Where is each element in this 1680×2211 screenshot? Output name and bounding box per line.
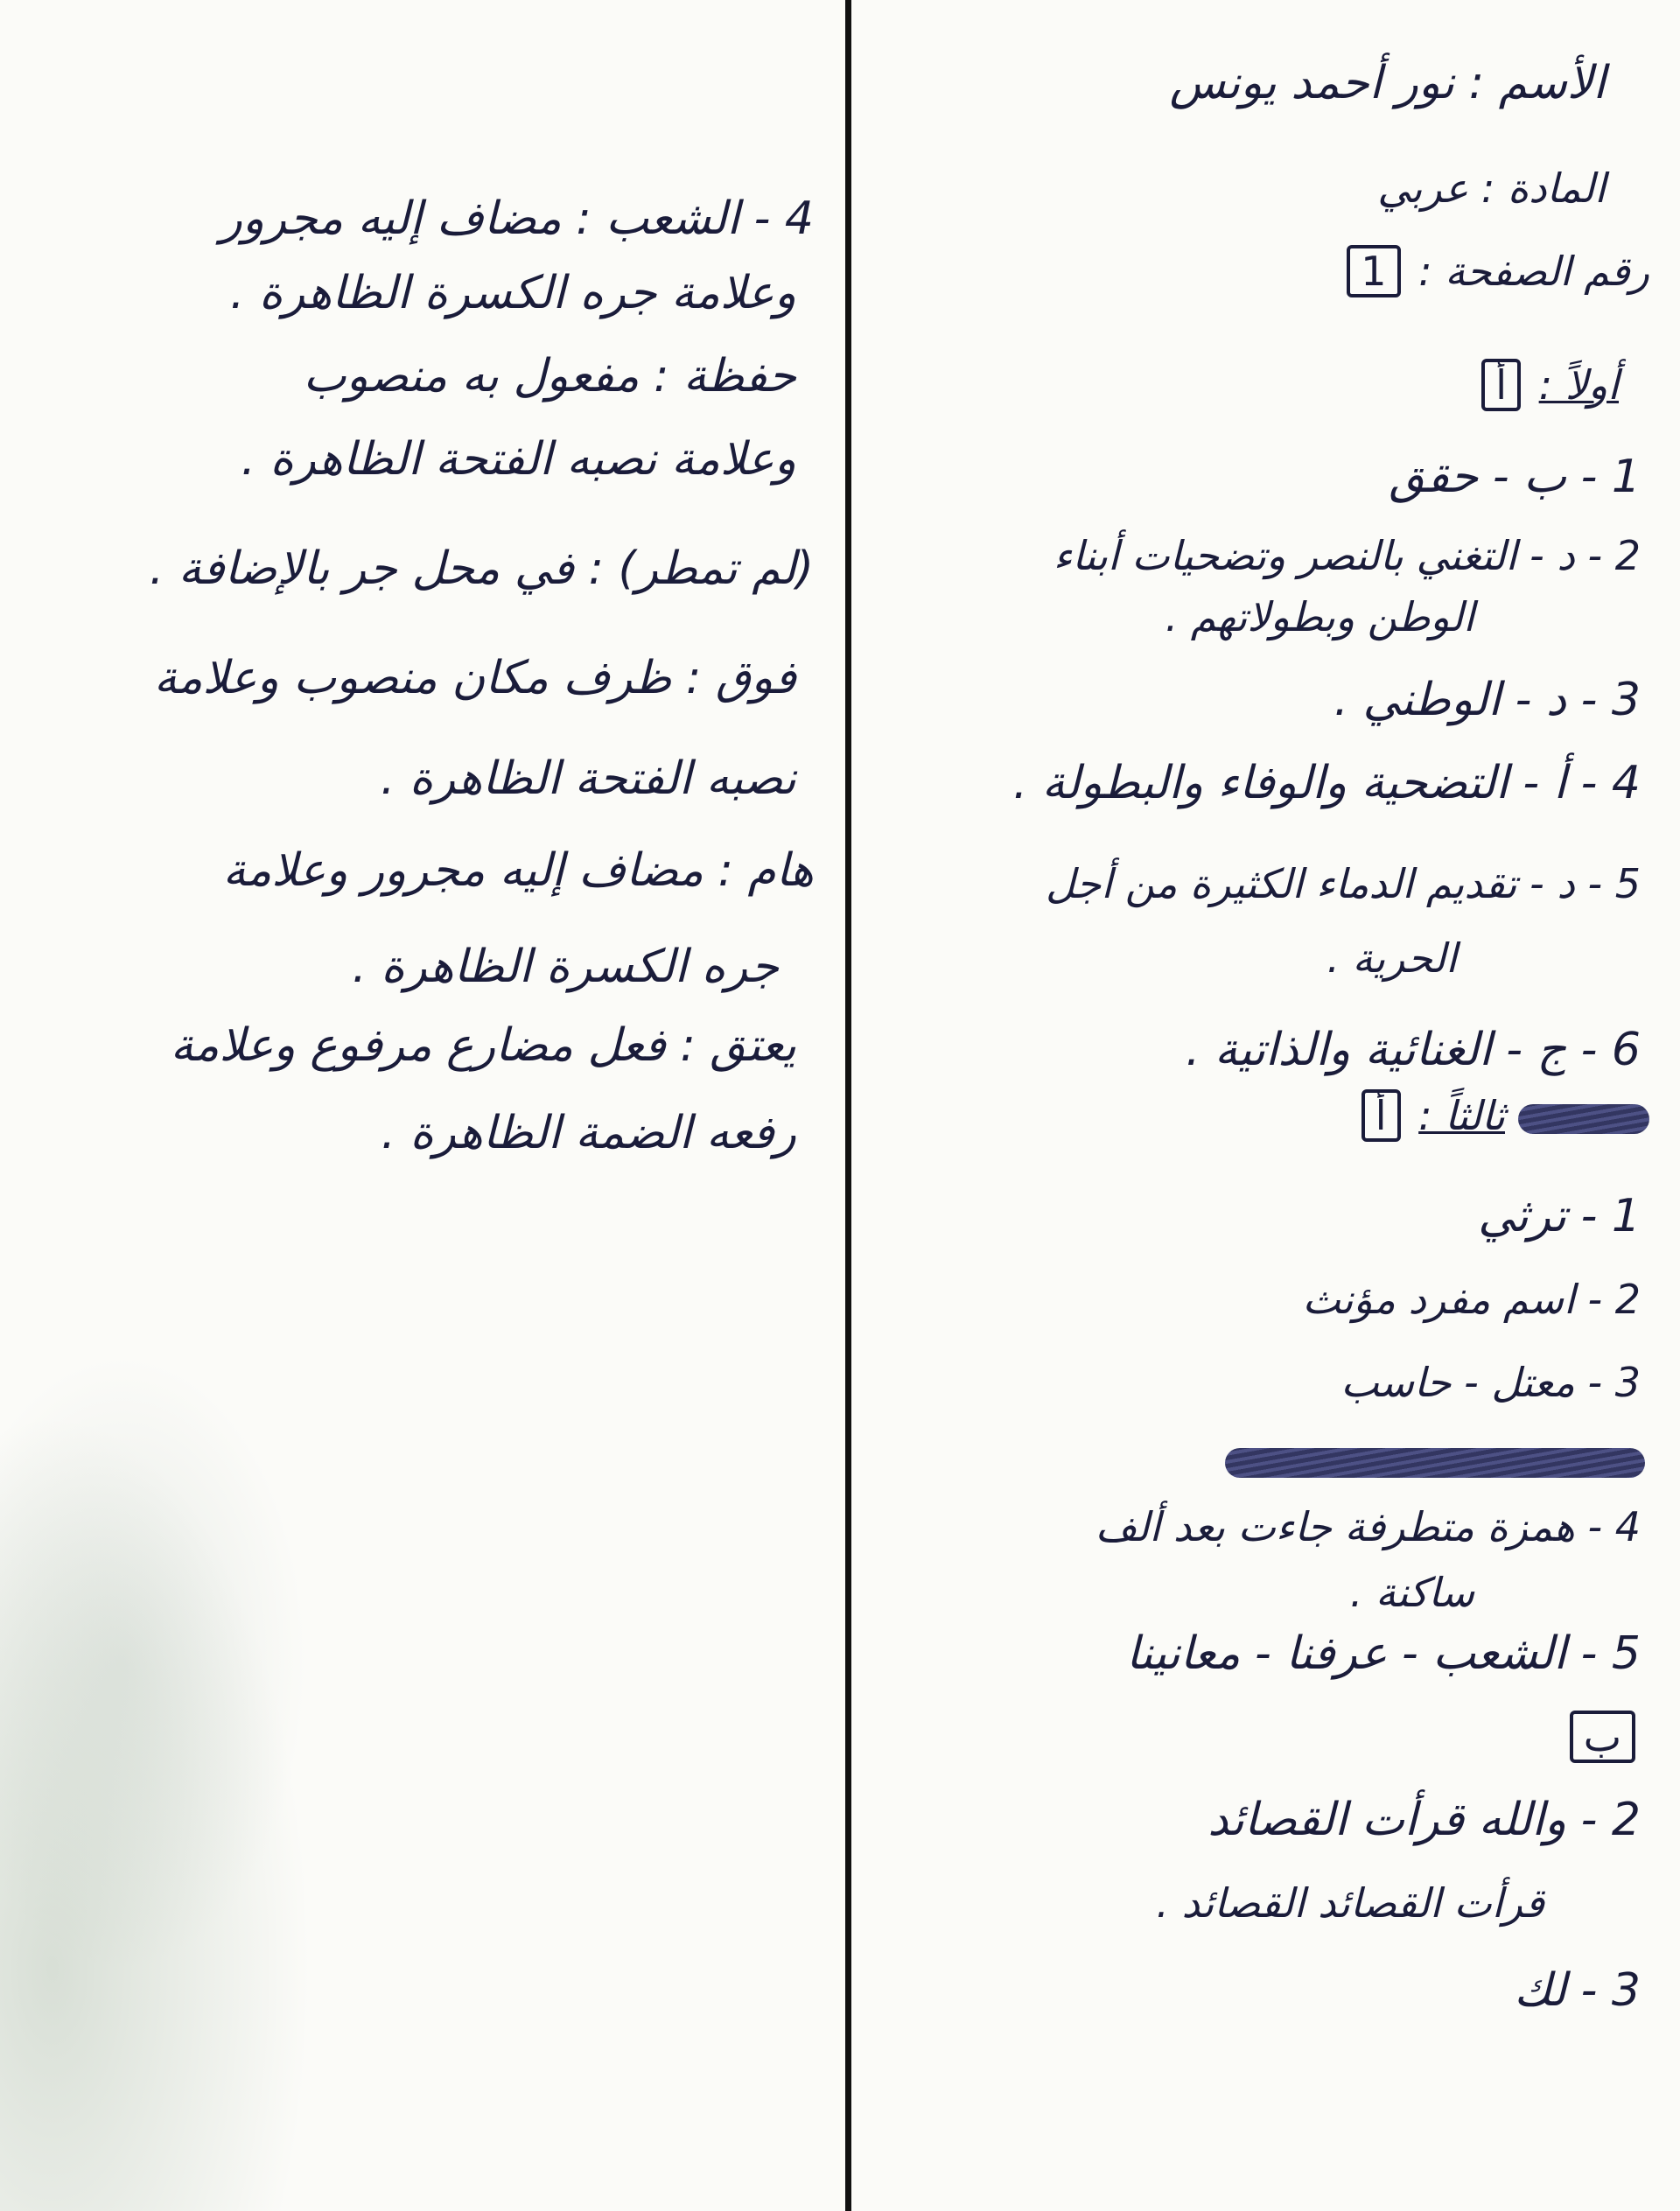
left-line-8: هام : مضاف إليه مجرور وعلامة xyxy=(222,844,814,897)
page-number-line xyxy=(1341,241,1649,302)
answer-a2-cont: الوطن وبطولاتهم . xyxy=(1165,593,1474,640)
answer-c2-cont: قرأت القصائد القصائد . xyxy=(1156,1879,1544,1927)
subject-line: المادة : عربي xyxy=(1377,164,1606,212)
answer-a5: 5 - د - تقديم الدماء الكثيرة من أجل xyxy=(1046,860,1641,907)
crossed-out-scribble xyxy=(1518,1104,1649,1134)
answer-b1: 1 - ترثي xyxy=(1478,1190,1641,1242)
answer-a6: 6 - ج - الغنائية والذاتية . xyxy=(1185,1024,1641,1076)
answer-c2: 2 - والله قرأت القصائد xyxy=(1208,1794,1641,1846)
left-column xyxy=(26,0,814,2211)
answer-b4-cont: ساكنة . xyxy=(1349,1569,1474,1616)
answer-c3: 3 - لك xyxy=(1514,1964,1641,2017)
section3-box: أ xyxy=(1362,1089,1401,1142)
section3-heading xyxy=(1356,1085,1505,1146)
left-line-6: فوق : ظرف مكان منصوب وعلامة xyxy=(153,652,796,704)
center-fold-line xyxy=(845,0,851,2211)
answer-a4: 4 - أ - التضحية والوفاء والبطولة . xyxy=(1012,757,1641,809)
right-column xyxy=(866,0,1658,2211)
answer-b4: 4 - همزة متطرفة جاءت بعد ألف xyxy=(1095,1503,1641,1550)
student-name: الأسم : نور أحمد يونس xyxy=(1169,57,1606,109)
left-line-7: نصبه الفتحة الظاهرة . xyxy=(380,752,796,805)
left-line-9: جره الكسرة الظاهرة . xyxy=(352,941,779,993)
left-line-3: حفظة : مفعول به منصوب xyxy=(303,350,796,402)
answer-a2: 2 - د - التغني بالنصر وتضحيات أبناء xyxy=(1053,532,1641,579)
left-line-10: يعتق : فعل مضارع مرفوع وعلامة xyxy=(170,1019,796,1072)
section-b-heading xyxy=(1564,1706,1641,1767)
section3-label: ثالثاً : xyxy=(1418,1092,1505,1139)
left-line-1: 4 - الشعب : مضاف إليه مجرور xyxy=(220,192,814,245)
answer-b3: 3 - معتل - حاسب xyxy=(1340,1359,1641,1406)
page-number-box: 1 xyxy=(1347,245,1400,297)
answer-b2: 2 - اسم مفرد مؤنث xyxy=(1302,1276,1641,1323)
section-b-box: ب xyxy=(1570,1711,1635,1763)
left-line-4: وعلامة نصبه الفتحة الظاهرة . xyxy=(241,433,796,486)
left-line-11: رفعه الضمة الظاهرة . xyxy=(381,1107,796,1159)
answer-a1: 1 - ب - حقق xyxy=(1389,451,1641,503)
answer-a5-cont: الحرية . xyxy=(1326,934,1457,982)
answer-a3: 3 - د - الوطني . xyxy=(1334,674,1641,726)
section1-label: أولاً : xyxy=(1538,361,1619,409)
left-line-2: وعلامة جره الكسرة الظاهرة . xyxy=(229,267,796,319)
page-number-label: رقم الصفحة : xyxy=(1418,248,1649,295)
crossed-out-line-scribble xyxy=(1225,1448,1645,1478)
left-line-5: (لم تمطر) : في محل جر بالإضافة . xyxy=(149,542,814,595)
section1-heading xyxy=(1476,354,1619,416)
section1-box: أ xyxy=(1481,359,1521,411)
answer-b5: 5 - الشعب - عرفنا - معانينا xyxy=(1126,1627,1641,1680)
